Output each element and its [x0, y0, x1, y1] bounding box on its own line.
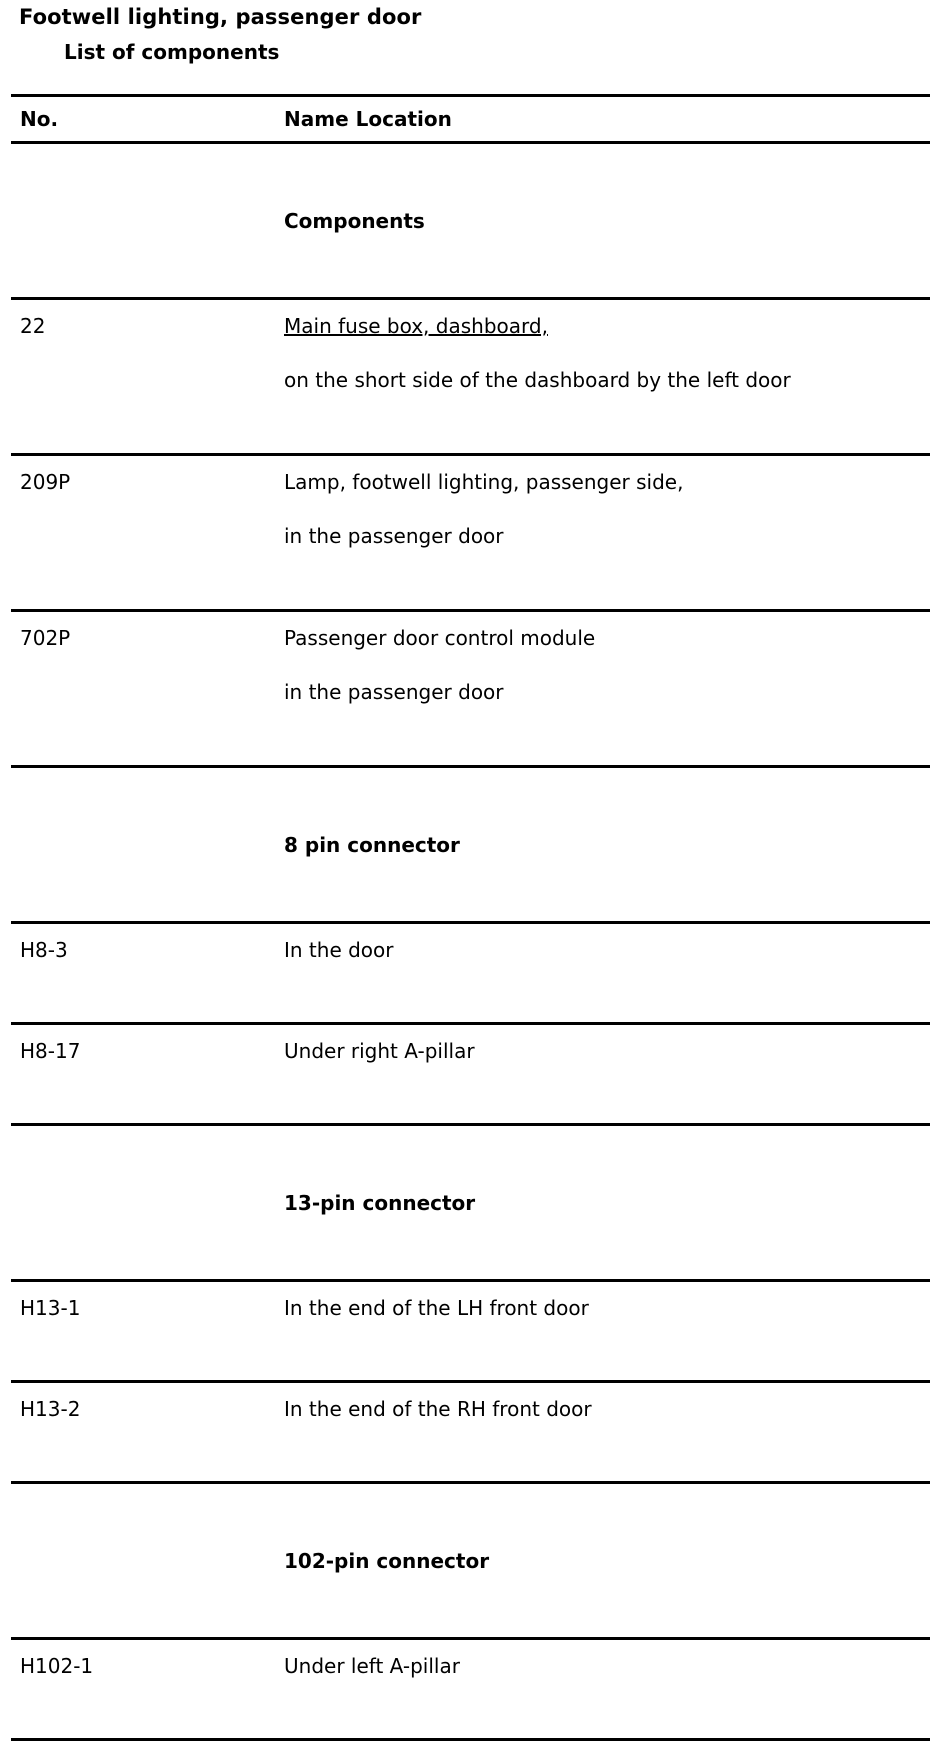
connector-location: In the door — [284, 938, 394, 962]
component-no: 22 — [20, 314, 46, 338]
component-name: Passenger door control module — [284, 626, 596, 650]
section-row-13-pin — [11, 1126, 930, 1279]
connector-location: In the end of the LH front door — [284, 1296, 589, 1320]
connector-no: H8-17 — [20, 1039, 81, 1063]
connector-no: H8-3 — [20, 938, 68, 962]
header-name-location: Name Location — [284, 107, 452, 131]
section-label: 13-pin connector — [284, 1191, 476, 1215]
table-row — [11, 1640, 930, 1738]
component-no: 702P — [20, 626, 71, 650]
table-rule — [11, 1738, 930, 1741]
section-row-8-pin — [11, 768, 930, 921]
table-row — [11, 1025, 930, 1123]
section-row-102-pin — [11, 1484, 930, 1637]
components-table — [11, 94, 930, 1741]
table-row — [11, 1282, 930, 1380]
connector-location: In the end of the RH front door — [284, 1397, 592, 1421]
connector-no: H13-1 — [20, 1296, 81, 1320]
section-label: 102-pin connector — [284, 1549, 490, 1573]
table-row — [11, 300, 930, 453]
component-no: 209P — [20, 470, 71, 494]
table-row — [11, 1383, 930, 1481]
document-subtitle: List of components — [64, 40, 280, 64]
component-name: Lamp, footwell lighting, passenger side, — [284, 470, 684, 494]
table-row — [11, 924, 930, 1022]
table-header — [11, 97, 930, 141]
section-label: Components — [284, 209, 425, 233]
connector-location: Under right A-pillar — [284, 1039, 475, 1063]
table-row — [11, 456, 930, 609]
component-location: in the passenger door — [284, 524, 504, 548]
component-location: in the passenger door — [284, 680, 504, 704]
table-row — [11, 612, 930, 765]
section-row-components — [11, 144, 930, 297]
connector-no: H102-1 — [20, 1654, 94, 1678]
component-location: on the short side of the dashboard by the left door — [284, 368, 791, 392]
document-title: Footwell lighting, passenger door — [19, 5, 422, 29]
header-no: No. — [20, 107, 59, 131]
connector-no: H13-2 — [20, 1397, 81, 1421]
connector-location: Under left A-pillar — [284, 1654, 460, 1678]
section-label: 8 pin connector — [284, 833, 460, 857]
component-name-link[interactable]: Main fuse box, dashboard, — [284, 314, 548, 338]
